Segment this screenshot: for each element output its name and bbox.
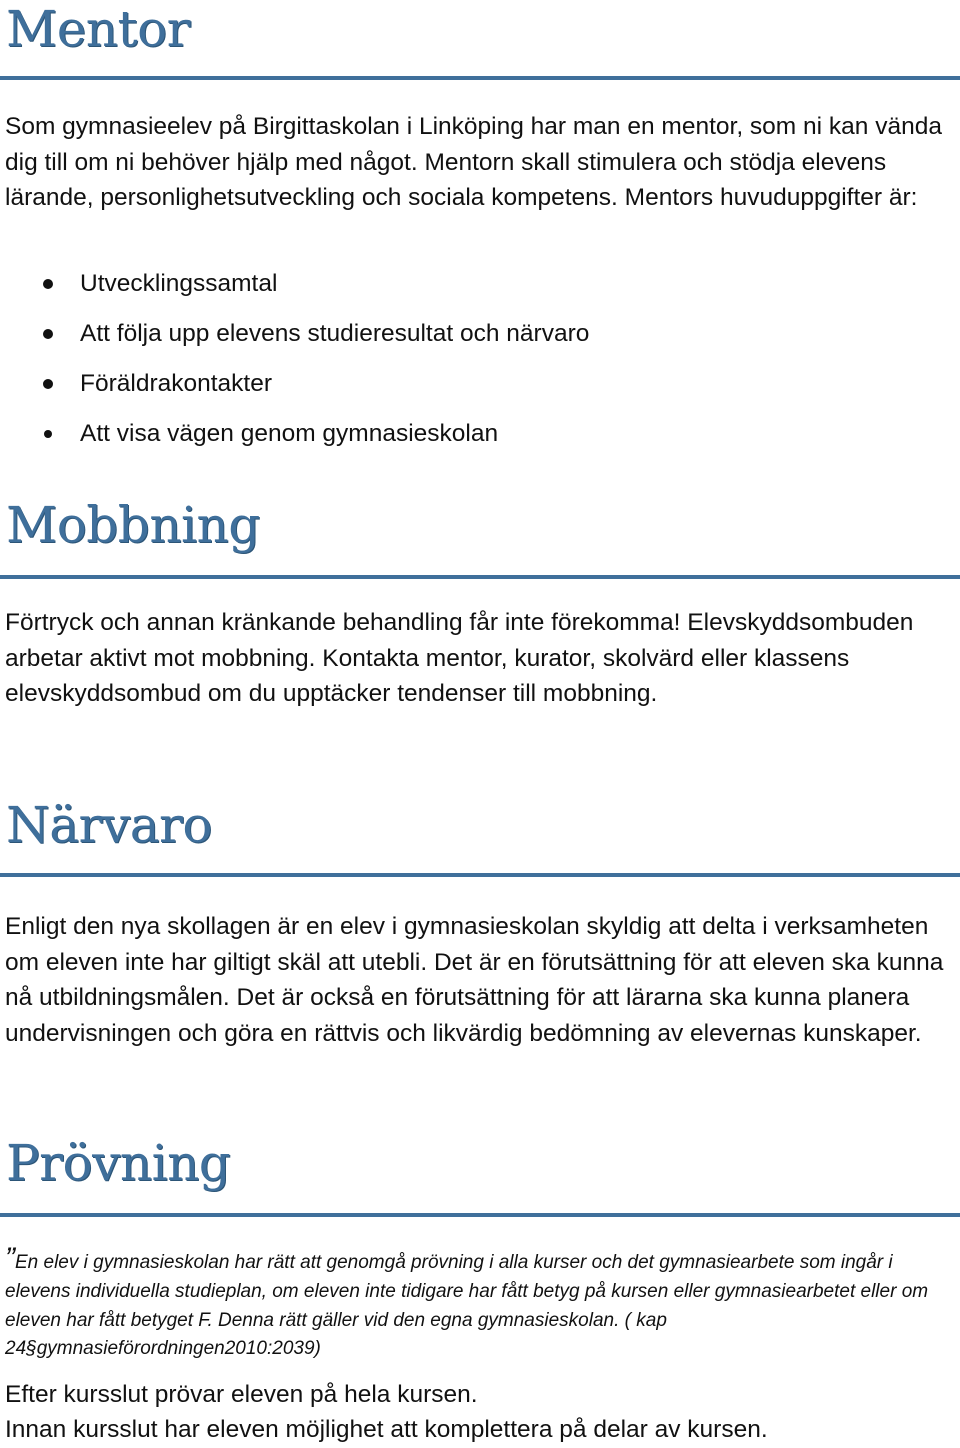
- narvaro-body: Enligt den nya skollagen är en elev i gymnasieskolan skyldig att delta i verksamheten om eleven inte har giltigt skäl att utebli. Det är en förutsättning för att eleven ska kunna nå utbildningsmålen. Det är också en förutsättning för att lärarna ska kunna planera undervisningen och göra en rättvis och likvärdig bedömning av elevernas kunskaper.: [5, 913, 944, 1048]
- bullet-icon: [43, 279, 53, 289]
- divider-provning: [0, 1213, 960, 1217]
- heading-mobbning: Mobbning: [6, 496, 260, 554]
- quote-mark: ”: [5, 1242, 15, 1275]
- mentor-task-list: [0, 266, 900, 466]
- list-item: [0, 416, 900, 466]
- task-label: Föräldrakontakter: [80, 370, 273, 397]
- bullet-icon: [44, 430, 52, 438]
- task-label: Utvecklingssamtal: [80, 270, 278, 297]
- bullet-icon: [43, 329, 53, 339]
- task-label: Att följa upp elevens studieresultat och närvaro: [80, 320, 590, 347]
- quote-text: En elev i gymnasieskolan har rätt att genomgå prövning i alla kurser och det gymnasiearbete som ingår i elevens individuella studieplan, om eleven inte tidigare har fått betyg på kursen eller gymnasiearbetet eller om eleven har fått betyget F. Denna rätt gäller vid den egna gymnasieskolan. ( kap 24§gymnasieförordningen2010:2039): [5, 1252, 929, 1360]
- heading-narvaro: Närvaro: [6, 796, 213, 854]
- provning-line-2: Innan kursslut har eleven möjlighet att komplettera på delar av kursen.: [5, 1416, 768, 1443]
- mentor-intro: Som gymnasieelev på Birgittaskolan i Linköping har man en mentor, som ni kan vända dig till om ni behöver hjälp med något. Mentorn skall stimulera och stödja elevens lärande, personlighetsutveckling och sociala kompetens. Mentors huvuduppgifter är:: [5, 113, 942, 212]
- list-item: [0, 266, 900, 316]
- mobbning-body: Förtryck och annan kränkande behandling får inte förekomma! Elevskyddsombuden arbetar aktivt mot mobbning. Kontakta mentor, kurator, skolvärd eller klassens elevskyddsombud om du upptäcker tendenser till mobbning.: [5, 609, 914, 708]
- list-item: [0, 316, 900, 366]
- heading-mentor: Mentor: [6, 0, 191, 58]
- provning-quote: [5, 1242, 955, 1364]
- divider-mobbning: [0, 575, 960, 579]
- divider-narvaro: [0, 873, 960, 877]
- list-item: [0, 366, 900, 416]
- bullet-icon: [43, 379, 53, 389]
- task-label: Att visa vägen genom gymnasieskolan: [80, 420, 499, 447]
- divider-mentor: [0, 76, 960, 80]
- provning-line-1: Efter kursslut prövar eleven på hela kursen.: [5, 1381, 478, 1408]
- heading-provning: Prövning: [6, 1134, 231, 1192]
